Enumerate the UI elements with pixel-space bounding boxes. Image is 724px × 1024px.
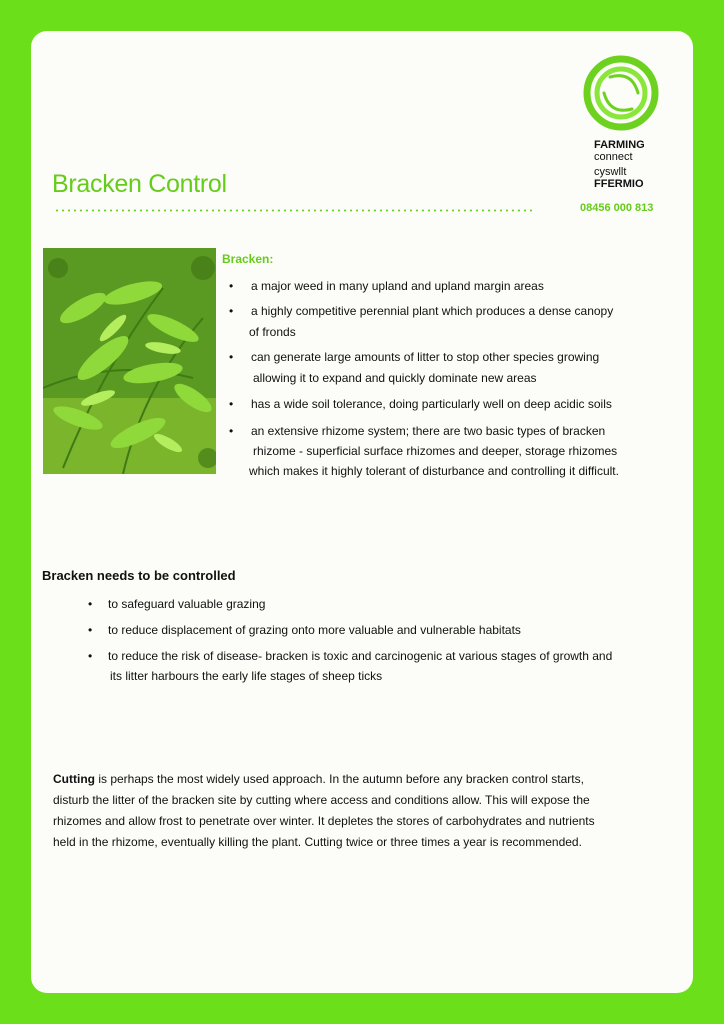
- brand-farming: FARMING: [594, 139, 645, 151]
- cutting-line: held in the rhizome, eventually killing the plant. Cutting twice or three times a year is recommended.: [53, 835, 582, 849]
- list-item-cont: of fronds: [249, 325, 296, 339]
- bullet-icon: •: [88, 597, 93, 611]
- bullet-icon: •: [229, 350, 234, 364]
- brand-ffermio: FFERMIO: [594, 178, 644, 190]
- list-item: to reduce displacement of grazing onto more valuable and vulnerable habitats: [108, 623, 521, 637]
- farming-connect-logo-icon: [580, 53, 662, 133]
- cutting-line: is perhaps the most widely used approach. In the autumn before any bracken control starts,: [94, 772, 584, 786]
- list-item: to safeguard valuable grazing: [108, 597, 266, 611]
- bullet-icon: •: [88, 649, 93, 663]
- list-item: a major weed in many upland and upland margin areas: [251, 279, 544, 293]
- list-item-cont: rhizome - superficial surface rhizomes and deeper, storage rhizomes: [253, 444, 618, 458]
- cutting-line: rhizomes and allow frost to penetrate over winter. It depletes the stores of carbohydrates and nutrients: [53, 814, 595, 828]
- cutting-paragraph: [53, 769, 653, 853]
- section1-heading: Bracken:: [222, 252, 274, 266]
- page-title: Bracken Control: [52, 170, 227, 198]
- cutting-term: Cutting: [53, 772, 95, 786]
- list-item: can generate large amounts of litter to stop other species growing: [251, 350, 600, 364]
- bullet-icon: •: [88, 623, 93, 637]
- bracken-photo: [43, 248, 216, 474]
- list-item-cont: which makes it highly tolerant of disturbance and controlling it difficult.: [249, 464, 619, 478]
- list-item-cont: allowing it to expand and quickly dominate new areas: [253, 371, 537, 385]
- phone-number: 08456 000 813: [580, 202, 654, 214]
- bullet-icon: •: [229, 397, 234, 411]
- cutting-line: disturb the litter of the bracken site by cutting where access and conditions allow. This will expose the: [53, 793, 590, 807]
- bullet-icon: •: [229, 304, 234, 318]
- list-item: an extensive rhizome system; there are two basic types of bracken: [251, 424, 606, 438]
- brand-connect: connect: [594, 151, 633, 163]
- bullet-icon: •: [229, 279, 234, 293]
- section2-heading: Bracken needs to be controlled: [42, 568, 236, 583]
- list-item-cont: its litter harbours the early life stages of sheep ticks: [110, 669, 383, 683]
- bullet-icon: •: [229, 424, 234, 438]
- list-item: to reduce the risk of disease- bracken is toxic and carcinogenic at various stages of growth and: [108, 649, 613, 663]
- list-item: a highly competitive perennial plant which produces a dense canopy: [251, 304, 614, 318]
- list-item: has a wide soil tolerance, doing particularly well on deep acidic soils: [251, 397, 612, 411]
- dotted-divider: [54, 209, 532, 212]
- brand-cyswllt: cyswllt: [594, 166, 627, 178]
